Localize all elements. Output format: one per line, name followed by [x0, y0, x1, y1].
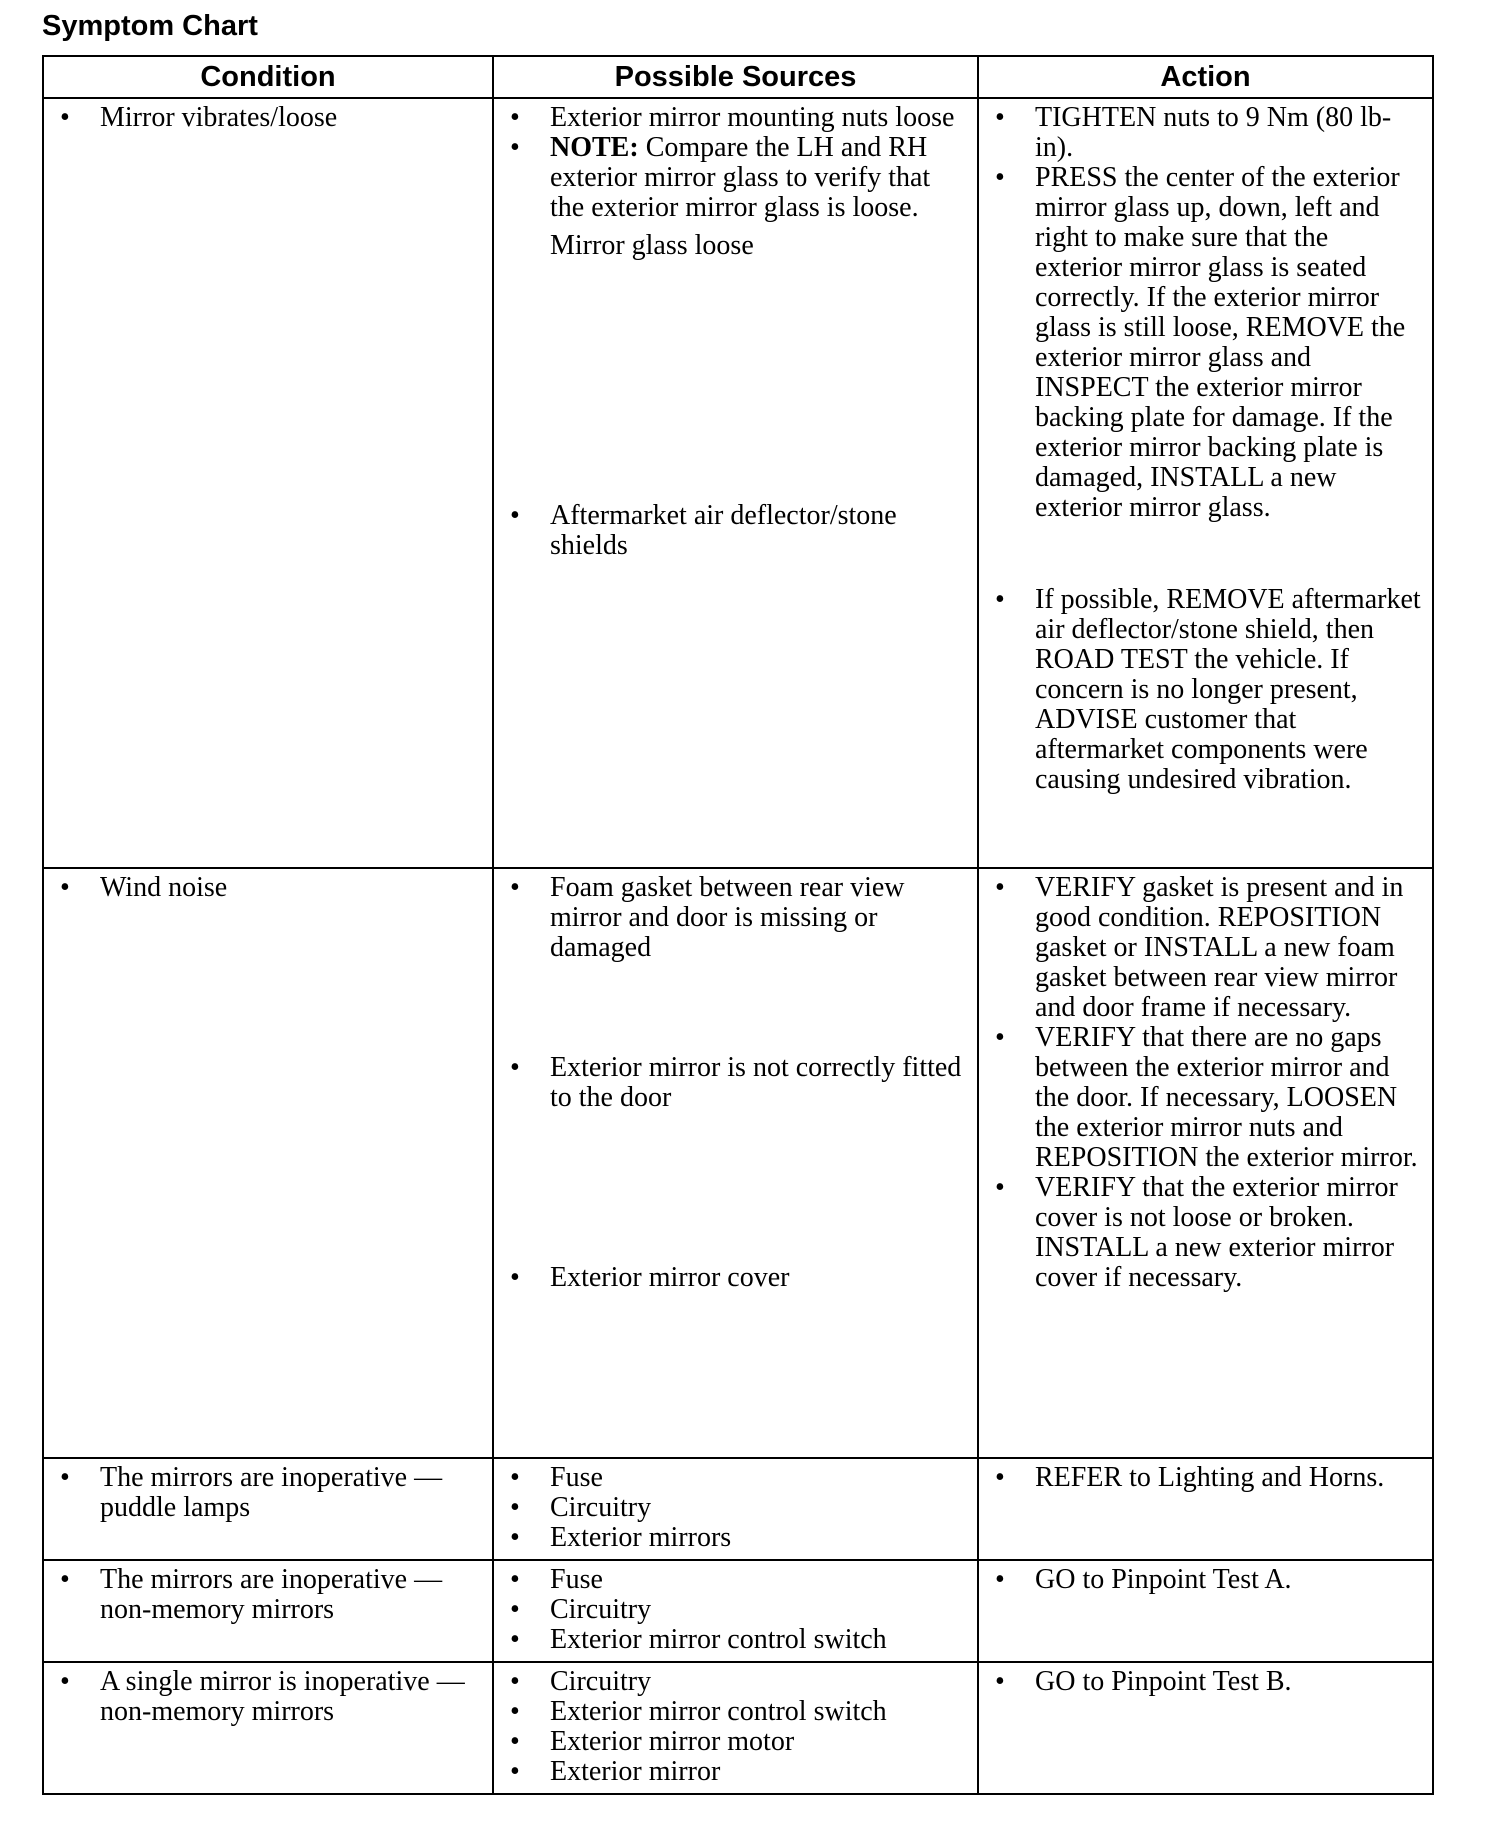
action-text: If possible, REMOVE aftermarket air deflector/stone shield, then ROAD TEST the vehicle. If concern is no longer present, ADVISE customer that aftermarket components were causing undesired vibration.	[1035, 584, 1421, 795]
bullet-icon: •	[510, 1696, 520, 1727]
list-item	[56, 873, 482, 903]
bullet-icon: •	[995, 1462, 1005, 1493]
bullet-icon: •	[995, 1666, 1005, 1697]
source-text: Circuitry	[550, 1666, 652, 1697]
bullet-icon: •	[60, 102, 70, 133]
header-action: Action	[978, 56, 1433, 98]
page-title: Symptom Chart	[42, 10, 258, 42]
table-row	[43, 1662, 1433, 1794]
bullet-icon: •	[510, 1262, 520, 1293]
action-text: GO to Pinpoint Test A.	[1035, 1564, 1292, 1595]
symptom-table	[42, 55, 1434, 1795]
bullet-icon: •	[995, 872, 1005, 903]
source-text: Fuse	[550, 1462, 603, 1493]
list-item	[56, 1565, 482, 1625]
action-text: VERIFY gasket is present and in good condition. REPOSITION gasket or INSTALL a new foam gasket between rear view mirror and door frame if necessary.	[1035, 872, 1404, 1023]
source-continuation: Mirror glass loose	[550, 230, 754, 261]
bullet-icon: •	[995, 1022, 1005, 1053]
bullet-icon: •	[510, 500, 520, 531]
sources-cell	[493, 1560, 978, 1662]
action-text: VERIFY that the exterior mirror cover is not loose or broken. INSTALL a new exterior mirror cover if necessary.	[1035, 1172, 1398, 1293]
list-item	[506, 1625, 967, 1655]
list-item	[56, 103, 482, 133]
list-item	[991, 1023, 1422, 1173]
list-item	[506, 1595, 967, 1625]
action-cell	[978, 1560, 1433, 1662]
bullet-icon: •	[60, 1666, 70, 1697]
list-item	[506, 1463, 967, 1493]
bullet-icon: •	[510, 1726, 520, 1757]
list-item	[991, 873, 1422, 1023]
source-text: Exterior mirror mounting nuts loose	[550, 102, 955, 133]
header-condition: Condition	[43, 56, 493, 98]
bullet-icon: •	[510, 1522, 520, 1553]
bullet-icon: •	[60, 1462, 70, 1493]
note-text: Compare the LH and RH exterior mirror glass to verify that the exterior mirror glass is loose.	[550, 132, 931, 223]
list-item	[56, 1463, 482, 1523]
source-text: Aftermarket air deflector/stone shields	[550, 500, 897, 561]
list-item	[506, 1757, 967, 1787]
list-item	[991, 1565, 1422, 1595]
bullet-icon: •	[60, 1564, 70, 1595]
list-item	[991, 585, 1422, 795]
condition-text: The mirrors are inoperative — non-memory mirrors	[100, 1564, 443, 1625]
bullet-icon: •	[510, 872, 520, 903]
source-text: Circuitry	[550, 1594, 652, 1625]
condition-cell	[43, 98, 493, 868]
source-text: Exterior mirror is not correctly fitted to the door	[550, 1052, 962, 1113]
bullet-icon: •	[510, 1052, 520, 1083]
condition-cell	[43, 868, 493, 1458]
sources-cell	[493, 98, 978, 868]
bullet-icon: •	[510, 1462, 520, 1493]
list-item	[506, 133, 967, 223]
list-item	[506, 1263, 967, 1293]
action-cell	[978, 1458, 1433, 1560]
action-cell	[978, 98, 1433, 868]
action-cell	[978, 1662, 1433, 1794]
source-text: Exterior mirror control switch	[550, 1696, 887, 1727]
bullet-icon: •	[995, 584, 1005, 615]
bullet-icon: •	[995, 162, 1005, 193]
source-text: Exterior mirror control switch	[550, 1624, 887, 1655]
bullet-icon: •	[510, 1756, 520, 1787]
bullet-icon: •	[510, 1492, 520, 1523]
source-text: Exterior mirror motor	[550, 1726, 795, 1757]
list-item	[991, 163, 1422, 523]
condition-cell	[43, 1560, 493, 1662]
action-text: TIGHTEN nuts to 9 Nm (80 lb-in).	[1035, 102, 1392, 163]
table-row	[43, 868, 1433, 1458]
action-text: GO to Pinpoint Test B.	[1035, 1666, 1292, 1697]
condition-text: Wind noise	[100, 872, 228, 903]
table-row	[43, 1458, 1433, 1560]
sources-cell	[493, 1458, 978, 1560]
condition-text: The mirrors are inoperative — puddle lamps	[100, 1462, 443, 1523]
source-text: Exterior mirror	[550, 1756, 721, 1787]
note-label: NOTE:	[550, 132, 639, 163]
table-header-row	[43, 56, 1433, 98]
list-item	[56, 1667, 482, 1727]
source-text: Foam gasket between rear view mirror and door is missing or damaged	[550, 872, 905, 963]
list-item	[991, 1463, 1422, 1493]
bullet-icon: •	[510, 1594, 520, 1625]
list-item	[991, 103, 1422, 163]
list-item	[506, 1053, 967, 1113]
list-item	[506, 1667, 967, 1697]
source-text: Exterior mirrors	[550, 1522, 732, 1553]
source-text: Fuse	[550, 1564, 603, 1595]
condition-text: Mirror vibrates/loose	[100, 102, 338, 133]
bullet-icon: •	[995, 1172, 1005, 1203]
bullet-icon: •	[510, 132, 520, 163]
list-item	[506, 1493, 967, 1523]
action-text: VERIFY that there are no gaps between the exterior mirror and the door. If necessary, LOOSEN the exterior mirror nuts and REPOSITION the exterior mirror.	[1035, 1022, 1418, 1173]
action-cell	[978, 868, 1433, 1458]
list-item	[506, 1565, 967, 1595]
table-row	[43, 1560, 1433, 1662]
condition-cell	[43, 1662, 493, 1794]
action-text: REFER to Lighting and Horns.	[1035, 1462, 1385, 1493]
bullet-icon: •	[510, 1624, 520, 1655]
table-row	[43, 98, 1433, 868]
bullet-icon: •	[60, 872, 70, 903]
sources-cell	[493, 1662, 978, 1794]
list-item	[991, 1173, 1422, 1293]
list-item	[991, 1667, 1422, 1697]
list-item	[506, 1523, 967, 1553]
condition-text: A single mirror is inoperative — non-memory mirrors	[100, 1666, 465, 1727]
source-text: Exterior mirror cover	[550, 1262, 790, 1293]
header-possible-sources: Possible Sources	[493, 56, 978, 98]
action-text: PRESS the center of the exterior mirror glass up, down, left and right to make sure that the exterior mirror glass is seated correctly. If the exterior mirror glass is still loose, REMOVE the exterior mirror glass and INSPECT the exterior mirror backing plate for damage. If the exterior mirror backing plate is damaged, INSTALL a new exterior mirror glass.	[1035, 162, 1406, 523]
bullet-icon: •	[510, 102, 520, 133]
bullet-icon: •	[510, 1666, 520, 1697]
bullet-icon: •	[995, 102, 1005, 133]
list-item	[506, 1697, 967, 1727]
list-item	[506, 873, 967, 963]
bullet-icon: •	[995, 1564, 1005, 1595]
bullet-icon: •	[510, 1564, 520, 1595]
condition-cell	[43, 1458, 493, 1560]
source-text: Circuitry	[550, 1492, 652, 1523]
list-item	[506, 1727, 967, 1757]
list-item	[506, 103, 967, 133]
sources-cell	[493, 868, 978, 1458]
list-item	[506, 501, 967, 561]
